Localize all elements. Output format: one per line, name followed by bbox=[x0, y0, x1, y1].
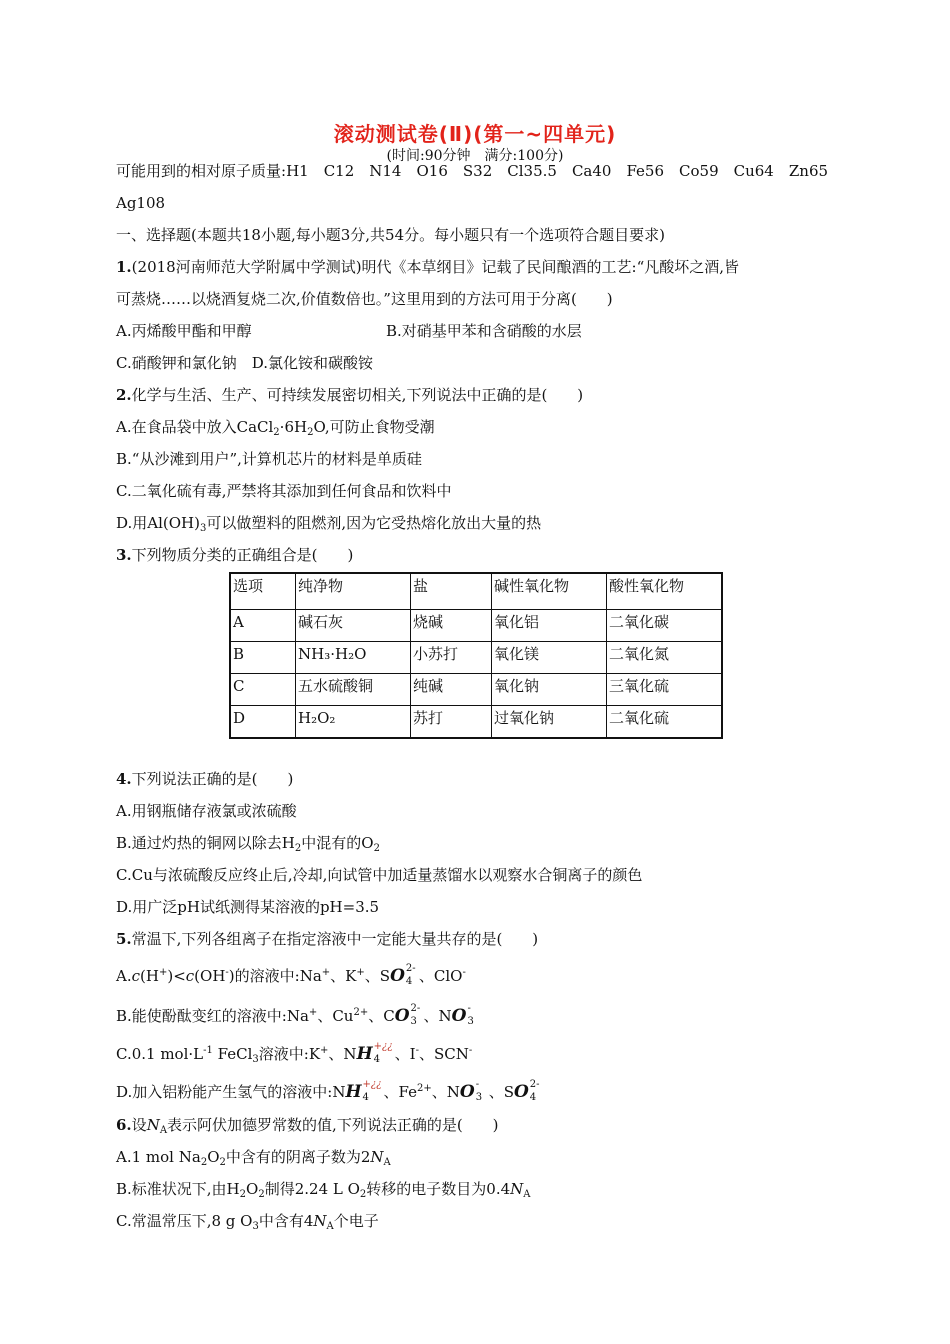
question-5-option-a bbox=[116, 963, 466, 986]
atomic-mass-item: C12 bbox=[323, 162, 355, 180]
subscript: A bbox=[326, 1221, 334, 1232]
question-number: 1. bbox=[116, 258, 132, 276]
subscript: 2 bbox=[359, 1189, 367, 1200]
option-text: A.在食品袋中放入CaCl bbox=[116, 418, 274, 436]
ion-charge bbox=[466, 1003, 480, 1027]
option-text: (OH bbox=[194, 967, 226, 985]
superscript: + bbox=[320, 1045, 329, 1056]
table-cell: D bbox=[230, 706, 296, 739]
page-subtitle: (时间:90分钟 满分:100分) bbox=[386, 148, 564, 164]
option-text: 、Fe bbox=[383, 1083, 417, 1101]
subscript: 2 bbox=[373, 843, 380, 854]
question-text: 设 bbox=[131, 1116, 147, 1134]
subscript: A bbox=[159, 1125, 168, 1136]
option-text: N bbox=[370, 1148, 384, 1166]
superscript: 2- bbox=[529, 1079, 540, 1090]
table-row bbox=[230, 610, 722, 642]
page-title: 滚动测试卷(Ⅱ)(第一~四单元) bbox=[333, 122, 617, 146]
table-cell: 碱石灰 bbox=[296, 610, 411, 642]
question-number: 4. bbox=[116, 770, 132, 788]
option-text: 、I bbox=[394, 1045, 416, 1063]
table-cell: 苏打 bbox=[411, 706, 492, 739]
subscript: 2 bbox=[294, 843, 302, 854]
subscript: A bbox=[523, 1189, 531, 1200]
table-header-row bbox=[230, 573, 722, 610]
question-4-option-b bbox=[116, 833, 380, 859]
subscript: 3 bbox=[252, 1054, 259, 1065]
option-text: 、S bbox=[364, 967, 391, 985]
atomic-mass-item: H1 bbox=[286, 162, 309, 180]
superscript: +¿¿ bbox=[362, 1079, 382, 1090]
question-6-option-a bbox=[116, 1147, 391, 1173]
superscript: - bbox=[462, 967, 466, 978]
ion-charge bbox=[529, 1079, 543, 1103]
option-text: )< bbox=[167, 967, 186, 985]
question-1-option-a: A.丙烯酸甲酯和甲醇 bbox=[116, 322, 252, 340]
table-cell: A bbox=[230, 610, 296, 642]
question-3-stem bbox=[116, 545, 353, 565]
option-text: FeCl bbox=[212, 1045, 253, 1063]
superscript: + bbox=[356, 967, 365, 978]
option-text: c bbox=[131, 967, 141, 985]
ion-formula: H bbox=[345, 1082, 362, 1102]
superscript: 2- bbox=[410, 1003, 421, 1014]
option-text: )的溶液中:Na bbox=[228, 967, 322, 985]
ion-charge bbox=[475, 1079, 489, 1103]
table-cell: H₂O₂ bbox=[296, 706, 411, 739]
ion-charge bbox=[362, 1079, 384, 1103]
subscript: 3 bbox=[467, 1016, 474, 1027]
option-text: N bbox=[313, 1212, 327, 1230]
question-6-option-b bbox=[116, 1179, 531, 1205]
table-header-cell: 盐 bbox=[411, 573, 492, 610]
option-text: 个电子 bbox=[333, 1212, 379, 1230]
option-text: 中含有的阴离子数为2 bbox=[225, 1148, 371, 1166]
ion-formula: H bbox=[356, 1044, 373, 1064]
question-6-option-c bbox=[116, 1211, 379, 1237]
ion-formula: O bbox=[459, 1082, 475, 1102]
table-header-cell: 纯净物 bbox=[296, 573, 411, 610]
subscript: 2 bbox=[200, 1157, 208, 1168]
subscript: 4 bbox=[405, 976, 413, 987]
option-text: 可以做塑料的阻燃剂,因为它受热熔化放出大量的热 bbox=[206, 514, 542, 532]
question-1-stem-cont: 可蒸烧……以烧酒复烧二次,价值数倍也。”这里用到的方法可用于分离( ) bbox=[116, 290, 613, 308]
question-number: 2. bbox=[116, 386, 132, 404]
table-cell: 烧碱 bbox=[411, 610, 492, 642]
question-text: 下列说法正确的是( ) bbox=[131, 770, 294, 788]
question-number: 3. bbox=[116, 546, 132, 564]
option-text: 转移的电子数目为0.4 bbox=[366, 1180, 511, 1198]
superscript: + bbox=[308, 1007, 318, 1018]
question-text: 化学与生活、生产、可持续发展密切相关,下列说法中正确的是( ) bbox=[131, 386, 584, 404]
question-number: 5. bbox=[116, 930, 132, 948]
table-header-cell: 酸性氧化物 bbox=[607, 573, 723, 610]
superscript: 2- bbox=[405, 963, 416, 974]
table-cell: 过氧化钠 bbox=[492, 706, 607, 739]
subscript: 3 bbox=[199, 523, 207, 534]
table-cell: NH₃·H₂O bbox=[296, 642, 411, 674]
superscript: + bbox=[321, 967, 331, 978]
question-text: N bbox=[146, 1116, 160, 1134]
table-header-cell: 选项 bbox=[230, 573, 296, 610]
atomic-mass-item: Zn65 bbox=[788, 162, 829, 180]
superscript: 2+ bbox=[353, 1007, 369, 1018]
question-number: 6. bbox=[116, 1116, 132, 1134]
subscript: 2 bbox=[273, 427, 280, 438]
table-cell: 二氧化氮 bbox=[607, 642, 723, 674]
question-2-stem bbox=[116, 385, 583, 405]
option-text: 、C bbox=[368, 1007, 395, 1025]
option-text: B.能使酚酞变红的溶液中:Na bbox=[116, 1007, 309, 1025]
table-cell: 氧化铝 bbox=[492, 610, 607, 642]
option-text: C.常温常压下,8 g O bbox=[116, 1212, 253, 1230]
ion-charge bbox=[373, 1041, 395, 1065]
atomic-mass-item: N14 bbox=[369, 162, 402, 180]
superscript: - bbox=[475, 1079, 480, 1090]
subscript: 4 bbox=[529, 1092, 537, 1103]
ion-formula: O bbox=[394, 1006, 410, 1026]
question-2-option-c: C.二氧化硫有毒,严禁将其添加到任何食品和饮料中 bbox=[116, 482, 452, 500]
superscript: - bbox=[415, 1045, 419, 1056]
subscript: 2 bbox=[219, 1157, 226, 1168]
subscript: 3 bbox=[252, 1221, 259, 1232]
question-4-option-d: D.用广泛pH试纸测得某溶液的pH=3.5 bbox=[116, 898, 380, 916]
atomic-mass-item: Ca40 bbox=[571, 162, 612, 180]
option-text: ·6H bbox=[279, 418, 308, 436]
question-4-option-a: A.用钢瓶储存液氯或浓硫酸 bbox=[116, 802, 297, 820]
atomic-mass-item: Fe56 bbox=[626, 162, 665, 180]
table-cell: B bbox=[230, 642, 296, 674]
option-text: C.0.1 mol·L bbox=[116, 1045, 204, 1063]
option-text: 、N bbox=[328, 1045, 357, 1063]
superscript: - bbox=[468, 1045, 473, 1056]
table-cell: 二氧化硫 bbox=[607, 706, 723, 739]
question-text: 常温下,下列各组离子在指定溶液中一定能大量共存的是( ) bbox=[131, 930, 539, 948]
option-text: O bbox=[207, 1148, 220, 1166]
atomic-masses-line bbox=[116, 161, 843, 181]
question-2-option-d bbox=[116, 513, 541, 539]
superscript: - bbox=[467, 1003, 471, 1014]
ion-charge bbox=[405, 963, 419, 987]
question-5-stem bbox=[116, 929, 538, 949]
option-text: 中混有的O bbox=[301, 834, 374, 852]
option-text: (H bbox=[140, 967, 159, 985]
superscript: + bbox=[158, 967, 168, 978]
table-header-cell: 碱性氧化物 bbox=[492, 573, 607, 610]
table-cell: 小苏打 bbox=[411, 642, 492, 674]
option-text: B.标准状况下,由H bbox=[116, 1180, 240, 1198]
subscript: 3 bbox=[410, 1016, 417, 1027]
subscript: 2 bbox=[258, 1189, 265, 1200]
option-text: D.用Al(OH) bbox=[116, 514, 200, 532]
question-4-stem bbox=[116, 769, 293, 789]
atomic-mass-item: Cu64 bbox=[733, 162, 774, 180]
option-text: 、N bbox=[423, 1007, 452, 1025]
atomic-mass-item: O16 bbox=[416, 162, 448, 180]
table-row bbox=[230, 642, 722, 674]
question-2-option-b: B.“从沙滩到用户”,计算机芯片的材料是单质硅 bbox=[116, 450, 422, 468]
superscript: -1 bbox=[203, 1045, 213, 1056]
option-text: A.1 mol Na bbox=[116, 1148, 201, 1166]
option-text: 中含有4 bbox=[258, 1212, 314, 1230]
option-text: O bbox=[246, 1180, 259, 1198]
question-1-option-b: B.对硝基甲苯和含硝酸的水层 bbox=[386, 322, 582, 340]
section-heading: 一、选择题(本题共18小题,每小题3分,共54分。每小题只有一个选项符合题目要求) bbox=[116, 226, 665, 244]
superscript: 2+ bbox=[416, 1083, 432, 1094]
subscript: 2 bbox=[239, 1189, 247, 1200]
question-5-option-b bbox=[116, 1003, 480, 1026]
subscript: A bbox=[383, 1157, 391, 1168]
question-1-option-cd: C.硝酸钾和氯化钠 D.氯化铵和碳酸铵 bbox=[116, 354, 373, 372]
option-text: O,可防止食物受潮 bbox=[313, 418, 435, 436]
option-text: 、N bbox=[431, 1083, 460, 1101]
option-text: 溶液中:K bbox=[258, 1045, 321, 1063]
table-cell: 纯碱 bbox=[411, 674, 492, 706]
option-text: 制得2.24 L O bbox=[264, 1180, 360, 1198]
ion-formula: O bbox=[390, 966, 405, 986]
subscript: 4 bbox=[373, 1054, 380, 1065]
question-4-option-c: C.Cu与浓硫酸反应终止后,冷却,向试管中加适量蒸馏水以观察水合铜离子的颜色 bbox=[116, 866, 643, 884]
table-cell: 氧化钠 bbox=[492, 674, 607, 706]
table-cell: 氧化镁 bbox=[492, 642, 607, 674]
atomic-mass-item: Co59 bbox=[679, 162, 719, 180]
question-2-option-a bbox=[116, 417, 435, 443]
atomic-mass-item: Ag108 bbox=[116, 194, 166, 212]
subscript: 2 bbox=[307, 427, 314, 438]
question-5-option-d bbox=[116, 1079, 543, 1102]
option-text: 、S bbox=[488, 1083, 514, 1101]
ion-formula: O bbox=[513, 1082, 529, 1102]
option-text: D.加入铝粉能产生氢气的溶液中:N bbox=[116, 1083, 346, 1101]
option-text: A. bbox=[116, 967, 132, 985]
table-row bbox=[230, 674, 722, 706]
ion-formula: O bbox=[451, 1006, 467, 1026]
atomic-mass-item: Cl35.5 bbox=[507, 162, 557, 180]
atomic-masses-label: 可能用到的相对原子质量: bbox=[116, 162, 287, 180]
atomic-mass-item: S32 bbox=[462, 162, 493, 180]
table-cell: 三氧化硫 bbox=[607, 674, 723, 706]
option-text: N bbox=[510, 1180, 524, 1198]
table-cell: 二氧化碳 bbox=[607, 610, 723, 642]
option-text: 、ClO bbox=[418, 967, 463, 985]
classification-table bbox=[229, 572, 723, 739]
question-1-stem bbox=[116, 257, 739, 277]
question-text: (2018河南师范大学附属中学测试)明代《本草纲目》记载了民间酿酒的工艺:“凡酸坏之酒,皆 bbox=[131, 258, 740, 276]
option-text: 、SCN bbox=[418, 1045, 469, 1063]
option-text: 、K bbox=[330, 967, 357, 985]
question-5-option-c bbox=[116, 1041, 472, 1070]
question-text: 下列物质分类的正确组合是( ) bbox=[131, 546, 354, 564]
subscript: 3 bbox=[475, 1092, 483, 1103]
question-text: 表示阿伏加德罗常数的值,下列说法正确的是( ) bbox=[167, 1116, 499, 1134]
subscript: 4 bbox=[362, 1092, 369, 1103]
table-cell: C bbox=[230, 674, 296, 706]
question-6-stem bbox=[116, 1115, 499, 1141]
table-row bbox=[230, 706, 722, 739]
table-cell: 五水硫酸铜 bbox=[296, 674, 411, 706]
option-text: B.通过灼热的铜网以除去H bbox=[116, 834, 295, 852]
superscript: +¿¿ bbox=[373, 1041, 393, 1052]
ion-charge bbox=[410, 1003, 424, 1027]
option-text: 、Cu bbox=[317, 1007, 354, 1025]
option-text: c bbox=[185, 967, 195, 985]
superscript: - bbox=[225, 967, 229, 978]
